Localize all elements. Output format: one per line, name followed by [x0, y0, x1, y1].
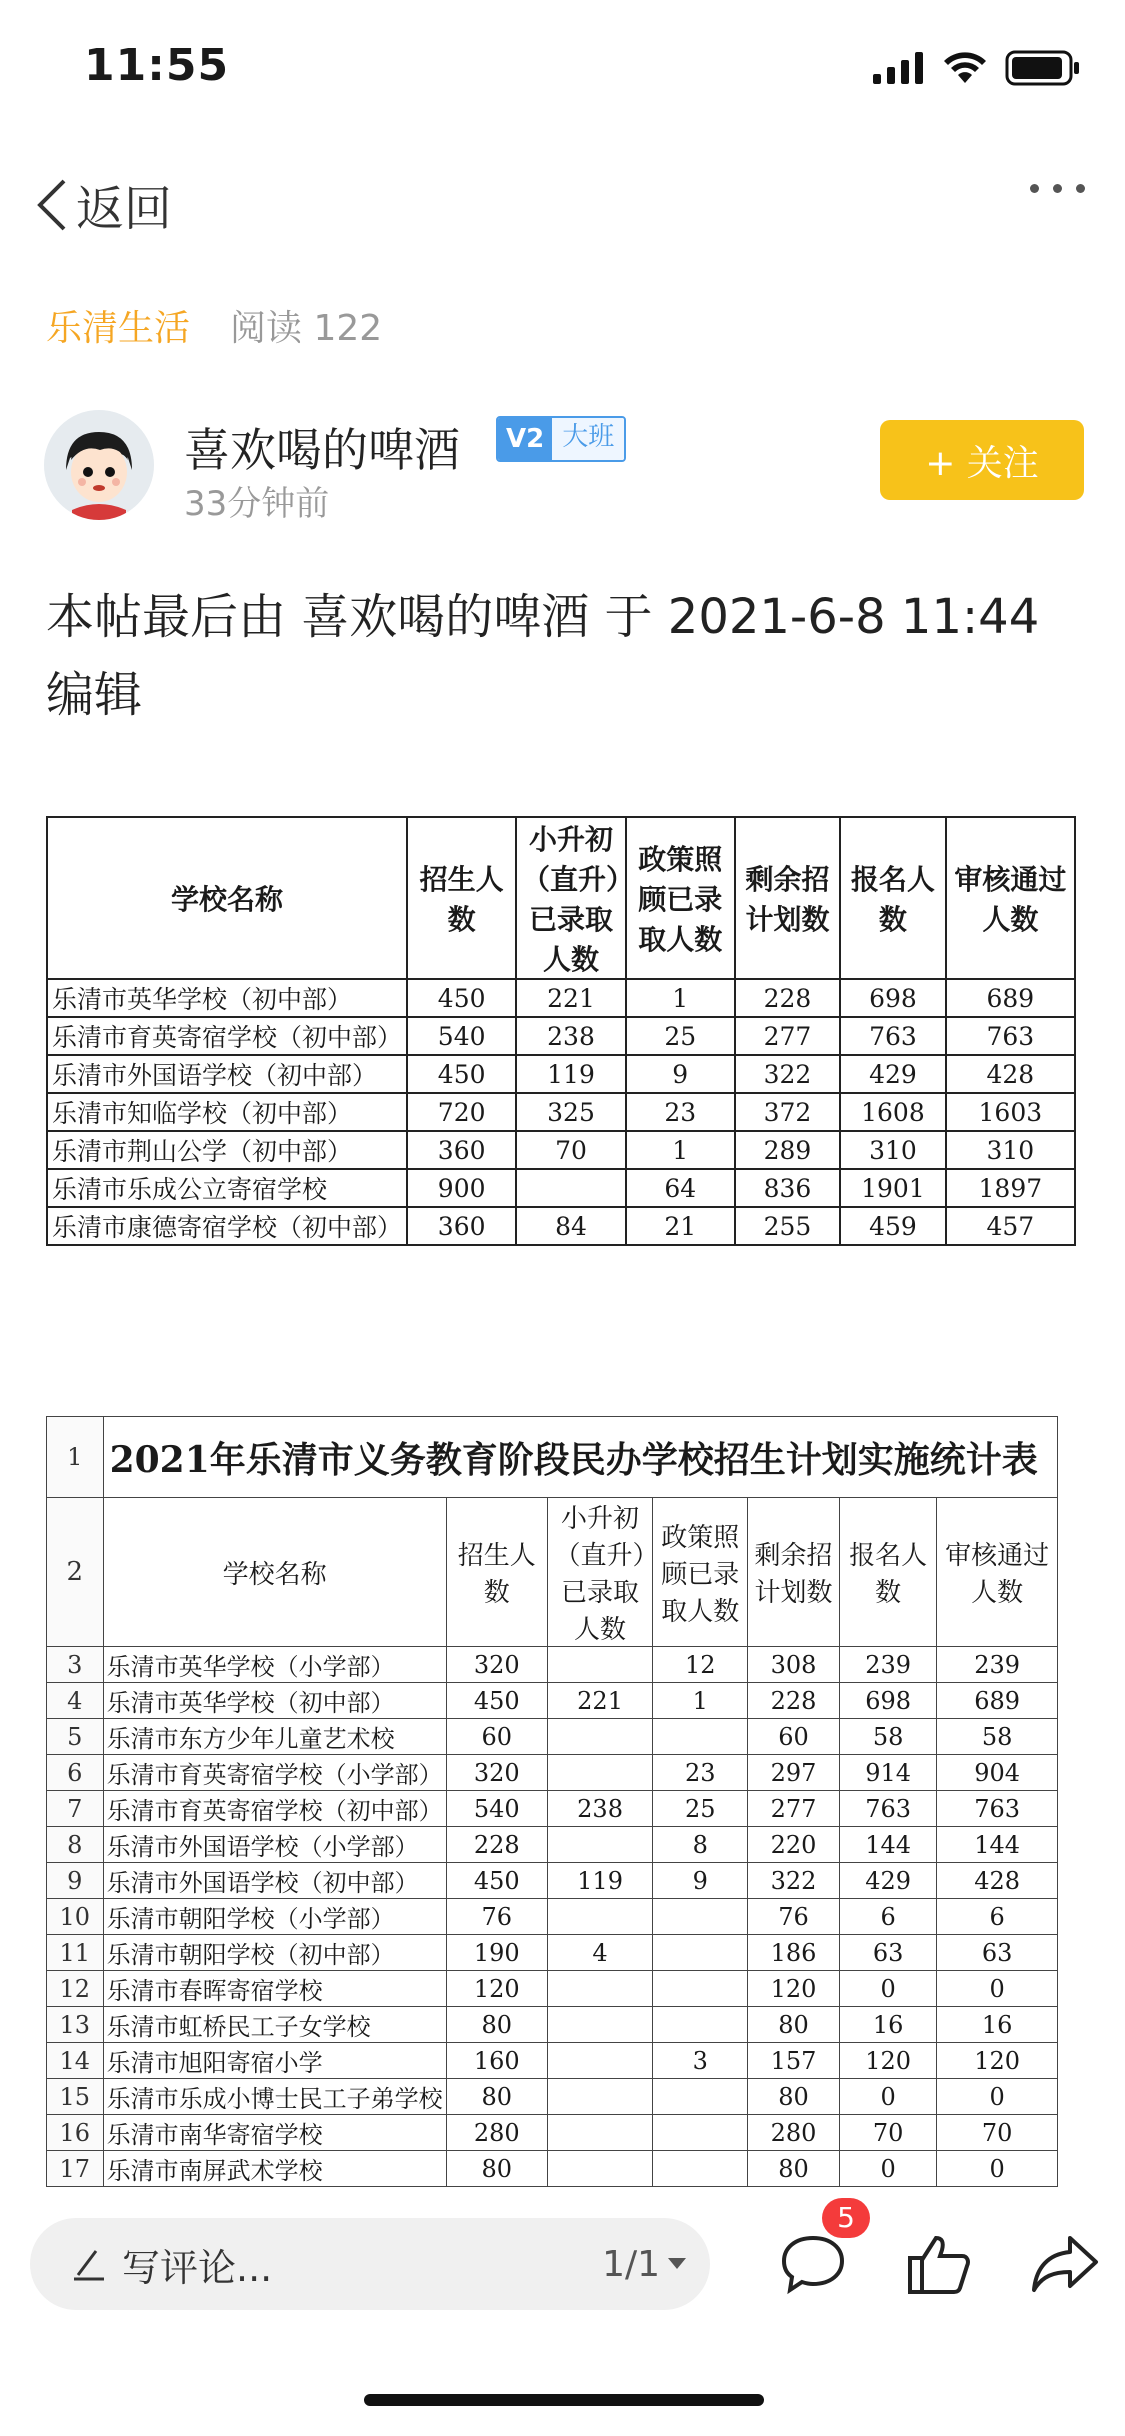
value-cell: 70 [839, 2115, 936, 2151]
value-cell: 450 [446, 1863, 547, 1899]
nav-bar [0, 150, 1125, 250]
value-cell: 25 [626, 1017, 735, 1055]
value-cell: 186 [748, 1935, 840, 1971]
value-cell: 3 [653, 2043, 748, 2079]
value-cell [547, 1899, 652, 1935]
value-cell: 320 [446, 1647, 547, 1683]
value-cell [653, 2007, 748, 2043]
value-cell: 0 [937, 1971, 1058, 2007]
school-name-cell: 乐清市虹桥民工子女学校 [103, 2007, 446, 2043]
value-cell [547, 2115, 652, 2151]
col-header: 学校名称 [47, 817, 407, 979]
school-name-cell: 乐清市朝阳学校（小学部） [103, 1899, 446, 1935]
value-cell: 6 [937, 1899, 1058, 1935]
school-name-cell: 乐清市旭阳寄宿小学 [103, 2043, 446, 2079]
value-cell [547, 1755, 652, 1791]
share-icon[interactable] [1030, 2232, 1100, 2296]
value-cell: 80 [446, 2151, 547, 2187]
badge-text: 大班 [552, 418, 624, 460]
school-name-cell: 乐清市外国语学校（初中部） [47, 1055, 407, 1093]
value-cell: 0 [937, 2151, 1058, 2187]
value-cell: 64 [626, 1169, 735, 1207]
row-number: 3 [47, 1647, 104, 1683]
value-cell [653, 2115, 748, 2151]
value-cell [653, 1899, 748, 1935]
value-cell: 144 [839, 1827, 936, 1863]
col-header: 小升初（直升）已录取人数 [547, 1498, 652, 1647]
value-cell: 689 [946, 979, 1075, 1017]
value-cell: 280 [446, 2115, 547, 2151]
value-cell: 310 [840, 1131, 946, 1169]
table-row [47, 2115, 1058, 2151]
value-cell [547, 2079, 652, 2115]
value-cell: 1608 [840, 1093, 946, 1131]
post-meta [46, 300, 382, 351]
value-cell: 277 [735, 1017, 840, 1055]
value-cell: 120 [748, 1971, 840, 2007]
school-name-cell: 乐清市南屏武术学校 [103, 2151, 446, 2187]
value-cell: 58 [937, 1719, 1058, 1755]
value-cell: 0 [839, 2079, 936, 2115]
value-cell [547, 1719, 652, 1755]
table-row [47, 2151, 1058, 2187]
channel-link[interactable]: 乐清生活 [46, 308, 191, 349]
row-number: 16 [47, 2115, 104, 2151]
value-cell: 80 [748, 2007, 840, 2043]
value-cell: 450 [407, 1055, 516, 1093]
value-cell: 60 [748, 1719, 840, 1755]
like-icon[interactable] [906, 2232, 972, 2296]
value-cell: 459 [840, 1207, 946, 1245]
value-cell: 120 [937, 2043, 1058, 2079]
value-cell: 80 [748, 2151, 840, 2187]
comment-input[interactable] [30, 2218, 710, 2310]
value-cell: 429 [840, 1055, 946, 1093]
value-cell [653, 1971, 748, 2007]
school-name-cell: 乐清市外国语学校（初中部） [103, 1863, 446, 1899]
value-cell: 289 [735, 1131, 840, 1169]
value-cell: 428 [946, 1055, 1075, 1093]
value-cell: 1 [626, 979, 735, 1017]
badge-level: V2 [498, 418, 552, 460]
row-number: 13 [47, 2007, 104, 2043]
table-row [47, 1647, 1058, 1683]
status-time: 11:55 [84, 40, 230, 91]
table-row [47, 1055, 1075, 1093]
edit-note: 本帖最后由 喜欢喝的啤酒 于 2021-6-8 11:44 编辑 [46, 589, 1040, 723]
value-cell: 255 [735, 1207, 840, 1245]
value-cell: 160 [446, 2043, 547, 2079]
page-indicator: 1/1 [602, 2243, 660, 2285]
value-cell: 23 [626, 1093, 735, 1131]
value-cell: 119 [516, 1055, 625, 1093]
value-cell: 320 [446, 1755, 547, 1791]
value-cell: 238 [547, 1791, 652, 1827]
table-row [47, 1971, 1058, 2007]
table-row [47, 1755, 1058, 1791]
value-cell [547, 1647, 652, 1683]
value-cell: 1897 [946, 1169, 1075, 1207]
row-number: 7 [47, 1791, 104, 1827]
school-name-cell: 乐清市荆山公学（初中部） [47, 1131, 407, 1169]
comment-icon[interactable] [778, 2232, 848, 2296]
value-cell: 12 [653, 1647, 748, 1683]
col-header: 政策照顾已录取人数 [626, 817, 735, 979]
value-cell: 80 [748, 2079, 840, 2115]
pen-icon [70, 2245, 108, 2283]
value-cell: 80 [446, 2007, 547, 2043]
value-cell: 16 [937, 2007, 1058, 2043]
value-cell: 4 [547, 1935, 652, 1971]
school-name-cell: 乐清市英华学校（初中部） [47, 979, 407, 1017]
row-number: 15 [47, 2079, 104, 2115]
row-number: 6 [47, 1755, 104, 1791]
back-button[interactable] [34, 170, 172, 239]
table-row [47, 1169, 1075, 1207]
value-cell: 325 [516, 1093, 625, 1131]
row-number: 8 [47, 1827, 104, 1863]
table-title-row [47, 1417, 1058, 1498]
col-header: 小升初（直升）已录取人数 [516, 817, 625, 979]
value-cell: 904 [937, 1755, 1058, 1791]
col-header: 剩余招计划数 [735, 817, 840, 979]
row-number: 11 [47, 1935, 104, 1971]
value-cell: 322 [735, 1055, 840, 1093]
value-cell: 84 [516, 1207, 625, 1245]
col-header: 报名人数 [840, 817, 946, 979]
value-cell: 429 [839, 1863, 936, 1899]
table-row [47, 1827, 1058, 1863]
value-cell [516, 1169, 625, 1207]
value-cell: 221 [516, 979, 625, 1017]
value-cell [653, 2151, 748, 2187]
read-count: 阅读 122 [230, 308, 383, 349]
value-cell [653, 1719, 748, 1755]
value-cell: 228 [735, 979, 840, 1017]
table-row [47, 1017, 1075, 1055]
table-header-row [47, 1498, 1058, 1647]
value-cell: 157 [748, 2043, 840, 2079]
value-cell: 1901 [840, 1169, 946, 1207]
value-cell: 360 [407, 1207, 516, 1245]
school-name-cell: 乐清市育英寄宿学校（小学部） [103, 1755, 446, 1791]
value-cell: 372 [735, 1093, 840, 1131]
school-name-cell: 乐清市春晖寄宿学校 [103, 1971, 446, 2007]
value-cell: 76 [748, 1899, 840, 1935]
value-cell: 16 [839, 2007, 936, 2043]
value-cell: 21 [626, 1207, 735, 1245]
value-cell: 720 [407, 1093, 516, 1131]
col-header: 报名人数 [839, 1498, 936, 1647]
level-badge [496, 416, 626, 462]
row-number: 10 [47, 1899, 104, 1935]
wifi-icon [943, 51, 987, 85]
col-header: 学校名称 [103, 1498, 446, 1647]
value-cell: 63 [839, 1935, 936, 1971]
school-name-cell: 乐清市康德寄宿学校（初中部） [47, 1207, 407, 1245]
comment-count-badge: 5 [822, 2198, 870, 2238]
row-number: 5 [47, 1719, 104, 1755]
value-cell [547, 2151, 652, 2187]
row-number: 9 [47, 1863, 104, 1899]
school-name-cell: 乐清市乐成小博士民工子弟学校 [103, 2079, 446, 2115]
value-cell: 310 [946, 1131, 1075, 1169]
value-cell: 8 [653, 1827, 748, 1863]
caret-down-icon [668, 2258, 686, 2270]
value-cell: 297 [748, 1755, 840, 1791]
school-name-cell: 乐清市乐成公立寄宿学校 [47, 1169, 407, 1207]
value-cell: 80 [446, 2079, 547, 2115]
col-header: 审核通过人数 [946, 817, 1075, 979]
row-number: 1 [47, 1417, 104, 1498]
row-number: 17 [47, 2151, 104, 2187]
value-cell: 428 [937, 1863, 1058, 1899]
value-cell: 239 [839, 1647, 936, 1683]
value-cell: 119 [547, 1863, 652, 1899]
value-cell [547, 2043, 652, 2079]
value-cell: 450 [446, 1683, 547, 1719]
table-header-row [47, 817, 1075, 979]
value-cell: 239 [937, 1647, 1058, 1683]
enrollment-summary-table [46, 816, 1076, 1246]
value-cell: 221 [547, 1683, 652, 1719]
value-cell: 220 [748, 1827, 840, 1863]
col-header: 招生人数 [407, 817, 516, 979]
table-row [47, 1207, 1075, 1245]
value-cell: 25 [653, 1791, 748, 1827]
value-cell: 120 [839, 2043, 936, 2079]
value-cell: 322 [748, 1863, 840, 1899]
value-cell: 698 [840, 979, 946, 1017]
follow-label: + 关注 [925, 442, 1039, 484]
table-row [47, 2007, 1058, 2043]
value-cell: 6 [839, 1899, 936, 1935]
value-cell: 9 [626, 1055, 735, 1093]
follow-button[interactable] [880, 420, 1084, 500]
value-cell [547, 1827, 652, 1863]
value-cell: 540 [407, 1017, 516, 1055]
value-cell: 228 [748, 1683, 840, 1719]
col-header: 剩余招计划数 [748, 1498, 840, 1647]
value-cell: 836 [735, 1169, 840, 1207]
page-selector[interactable] [602, 2244, 686, 2285]
value-cell: 9 [653, 1863, 748, 1899]
author-row [44, 410, 1084, 530]
value-cell: 763 [937, 1791, 1058, 1827]
school-name-cell: 乐清市外国语学校（小学部） [103, 1827, 446, 1863]
value-cell: 228 [446, 1827, 547, 1863]
row-number: 4 [47, 1683, 104, 1719]
value-cell: 60 [446, 1719, 547, 1755]
school-name-cell: 乐清市东方少年儿童艺术校 [103, 1719, 446, 1755]
value-cell: 70 [937, 2115, 1058, 2151]
value-cell: 457 [946, 1207, 1075, 1245]
school-name-cell: 乐清市育英寄宿学校（初中部） [47, 1017, 407, 1055]
value-cell: 63 [937, 1935, 1058, 1971]
value-cell [653, 1935, 748, 1971]
value-cell: 280 [748, 2115, 840, 2151]
bottom-action-bar [0, 2210, 1125, 2320]
col-header: 审核通过人数 [937, 1498, 1058, 1647]
value-cell: 1 [626, 1131, 735, 1169]
avatar-cartoon-icon [44, 410, 154, 520]
value-cell: 763 [946, 1017, 1075, 1055]
value-cell: 277 [748, 1791, 840, 1827]
table-body [47, 979, 1075, 1245]
school-name-cell: 乐清市知临学校（初中部） [47, 1093, 407, 1131]
col-header: 政策照顾已录取人数 [653, 1498, 748, 1647]
table-row [47, 1719, 1058, 1755]
value-cell: 763 [840, 1017, 946, 1055]
chevron-left-icon [34, 177, 68, 233]
value-cell: 190 [446, 1935, 547, 1971]
back-label: 返回 [76, 181, 173, 237]
value-cell: 144 [937, 1827, 1058, 1863]
enrollment-statistics-table [46, 1416, 1058, 2187]
table-title: 2021年乐清市义务教育阶段民办学校招生计划实施统计表 [103, 1417, 1057, 1498]
table-row [47, 1791, 1058, 1827]
value-cell: 900 [407, 1169, 516, 1207]
value-cell: 70 [516, 1131, 625, 1169]
value-cell: 58 [839, 1719, 936, 1755]
table-row [47, 2043, 1058, 2079]
school-name-cell: 乐清市南华寄宿学校 [103, 2115, 446, 2151]
table-row [47, 1131, 1075, 1169]
value-cell: 120 [446, 1971, 547, 2007]
value-cell [547, 2007, 652, 2043]
table-row [47, 1899, 1058, 1935]
school-name-cell: 乐清市英华学校（初中部） [103, 1683, 446, 1719]
school-name-cell: 乐清市朝阳学校（初中部） [103, 1935, 446, 1971]
value-cell: 540 [446, 1791, 547, 1827]
value-cell: 1 [653, 1683, 748, 1719]
value-cell: 360 [407, 1131, 516, 1169]
table-row [47, 2079, 1058, 2115]
table-row [47, 1093, 1075, 1131]
author-name[interactable]: 喜欢喝的啤酒 [184, 423, 460, 477]
table-row [47, 979, 1075, 1017]
school-name-cell: 乐清市英华学校（小学部） [103, 1647, 446, 1683]
value-cell: 450 [407, 979, 516, 1017]
school-name-cell: 乐清市育英寄宿学校（初中部） [103, 1791, 446, 1827]
more-options-icon[interactable] [1030, 184, 1085, 193]
row-number: 2 [47, 1498, 104, 1647]
value-cell: 308 [748, 1647, 840, 1683]
status-bar [0, 0, 1125, 132]
value-cell: 1603 [946, 1093, 1075, 1131]
signal-icon [873, 52, 925, 84]
post-time: 33分钟前 [184, 484, 330, 524]
status-icons [873, 48, 1081, 88]
value-cell: 0 [839, 2151, 936, 2187]
value-cell: 914 [839, 1755, 936, 1791]
value-cell [653, 2079, 748, 2115]
table-row [47, 1683, 1058, 1719]
col-header: 招生人数 [446, 1498, 547, 1647]
value-cell: 0 [839, 1971, 936, 2007]
comment-placeholder: 写评论... [122, 2245, 273, 2290]
battery-icon [1005, 50, 1081, 86]
table-row [47, 1935, 1058, 1971]
table-row [47, 1863, 1058, 1899]
home-indicator [364, 2394, 764, 2406]
value-cell: 0 [937, 2079, 1058, 2115]
table-body [47, 1417, 1058, 2187]
value-cell: 763 [839, 1791, 936, 1827]
value-cell: 238 [516, 1017, 625, 1055]
value-cell: 76 [446, 1899, 547, 1935]
row-number: 14 [47, 2043, 104, 2079]
row-number: 12 [47, 1971, 104, 2007]
value-cell: 23 [653, 1755, 748, 1791]
avatar[interactable] [44, 410, 154, 520]
value-cell: 689 [937, 1683, 1058, 1719]
value-cell [547, 1971, 652, 2007]
value-cell: 698 [839, 1683, 936, 1719]
